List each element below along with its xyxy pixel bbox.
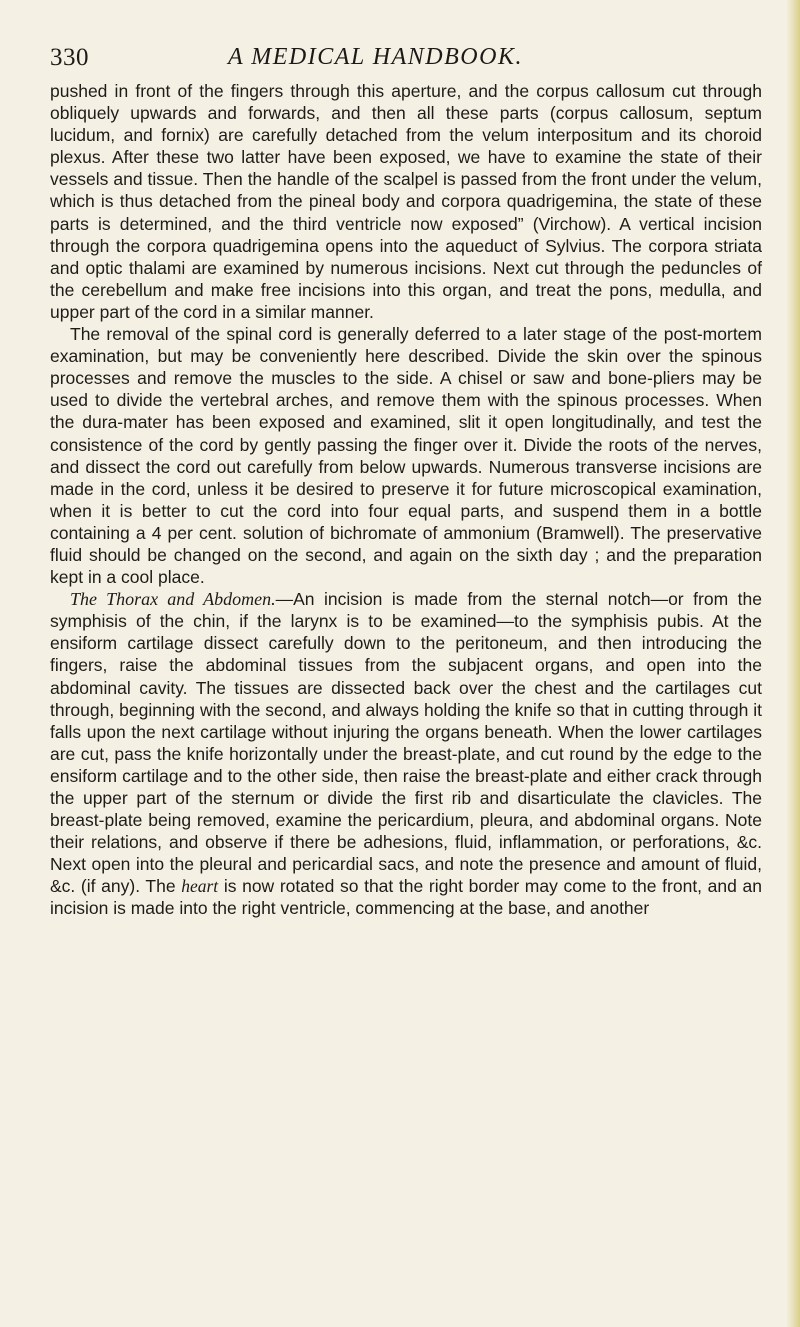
running-title: A MEDICAL HANDBOOK. [228,44,523,70]
page-number: 330 [50,44,89,71]
page-edge-shadow [786,0,800,1327]
paragraph-spinal-cord: The removal of the spinal cord is generally deferred to a later stage of the post-mortem examination, but may be conveniently here described. Divide the skin over the spinous processes and remove the muscles to the side. A chisel or saw and bone-pliers may be used to divide the vertebral arches, and remove them with the spinous processes. When the dura-mater has been exposed and examined, slit it open longitudinally, and test the consistence of the cord by gently passing the finger over it. Divide the roots of the nerves, and dissect the cord out carefully from below upwards. Numerous transverse incisions are made in the cord, unless it be desired to preserve it for future microscopical examination, when it is better to cut the cord into four equal parts, and suspend them in a bottle containing a 4 per cent. solution of bichromate of ammonium (Bramwell). The preservative fluid should be changed on the second, and again on the sixth day ; and the preparation kept in a cool place. [50,324,762,588]
paragraph-the-word: The [145,876,176,897]
heart-word: heart [181,876,219,897]
paragraph-brain-dissection: pushed in front of the fingers through this aperture, and the corpus callosum cut through obliquely upwards and forwards, and then all these parts (corpus callosum, septum lucidum, and fornix) are carefully detached from the velum interpositum and its choroid plexus. After these two latter have been exposed, we have to examine the state of their vessels and tissue. Then the handle of the scalpel is passed from the front under the velum, which is thus detached from the pineal body and corpora quadrigemina, the state of these parts is determined, and the third ventricle now exposed” (Virchow). A vertical incision through the corpora quadrigemina opens into the aqueduct of Sylvius. The corpora striata and optic thalami are examined by numerous incisions. Next cut through the peduncles of the cerebellum and make free incisions into this organ, and treat the pons, medulla, and upper part of the cord in a similar manner. [50,81,762,322]
running-head [50,36,762,80]
section-heading: The Thorax and Abdomen. [70,589,276,610]
paragraph-thorax-end: is now rotated so that the right border may come to the front, and an incision is made into the right ventricle, commencing at the base, and another [50,876,762,919]
paragraph-thorax-abdomen [50,588,762,919]
body-text [50,80,762,920]
book-page [50,36,762,920]
paragraph-thorax-text: —An incision is made from the sternal notch—or from the symphisis of the chin, if the larynx is to be examined—to the symphisis pubis. At the ensiform cartilage dissect carefully down to the peritoneum, and then introducing the fingers, raise the abdominal tissues from the subjacent organs, and open into the abdominal cavity. The tissues are dissected back over the chest and the cartilages cut through, beginning with the second, and always holding the knife so that in cutting through it falls upon the next cartilage without injuring the organs beneath. When the lower cartilages are cut, pass the knife horizontally under the breast-plate, and cut round by the edge to the ensiform cartilage and to the other side, then raise the breast-plate and either crack through the upper part of the sternum or divide the first rib and disarticulate the clavicles. The breast-plate being removed, examine the pericardium, pleura, and abdominal organs. Note their relations, and observe if there be adhesions, fluid, inflammation, or perforations, &c. Next open into the pleural and pericardial sacs, and note the presence and amount of fluid, &c. (if any). [50,589,762,897]
